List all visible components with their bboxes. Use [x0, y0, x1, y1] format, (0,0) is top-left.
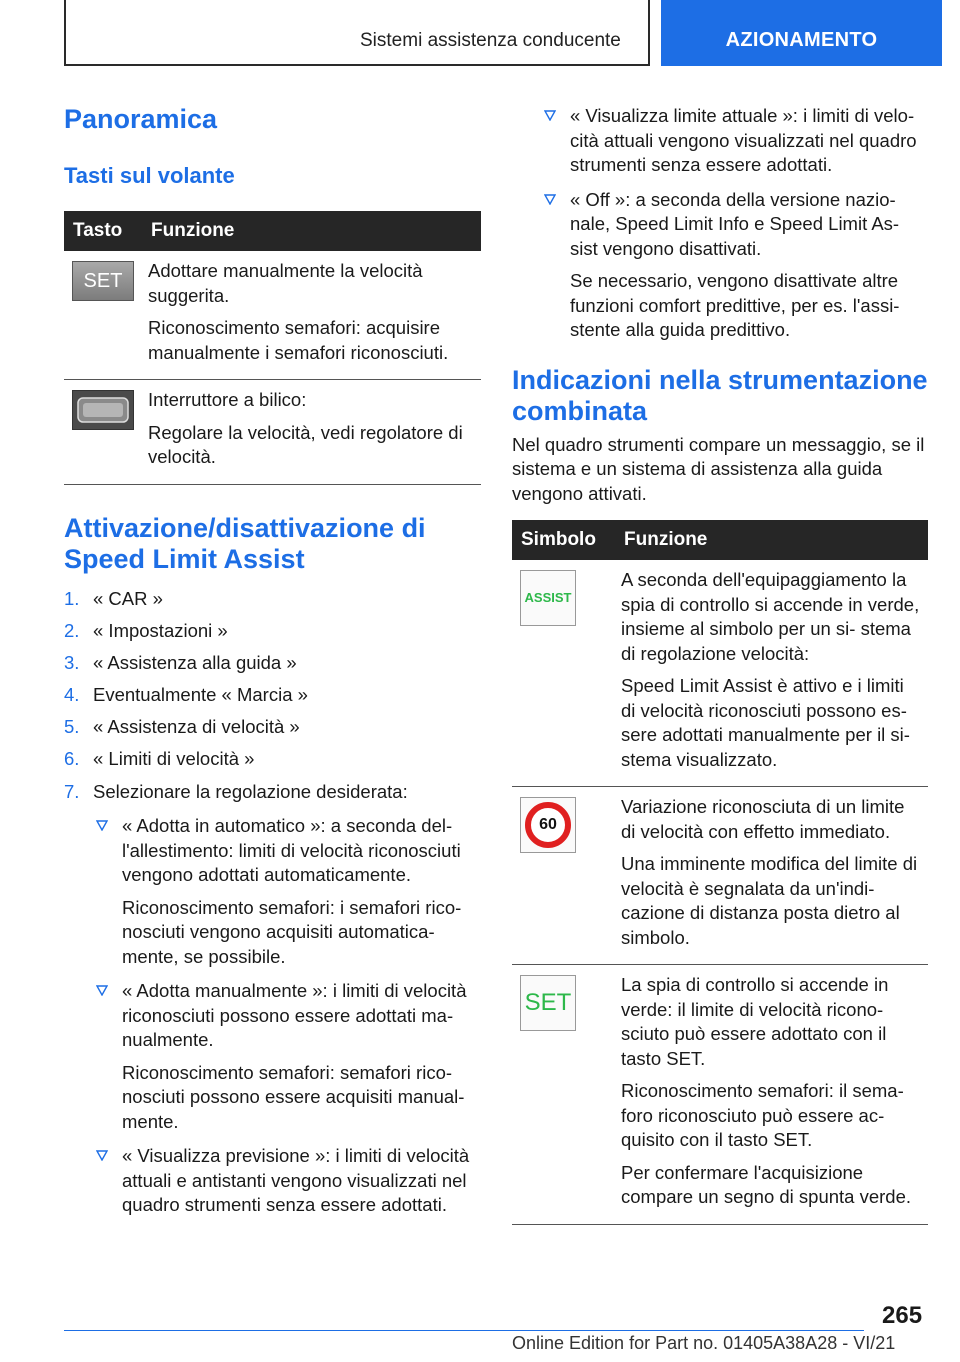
function-text: Variazione riconosciuta di un limite di velocità con effetto immediato. [621, 796, 905, 842]
option-item: « Adotta in automatico »: a seconda del- l'allestimento: limiti di velocità riconosciuti vengono adottati automaticamente. Riconoscimento semafori: i semafori rico- nosciuti vengono acquisiti automatica- mente, se possibile. [93, 814, 481, 969]
col-header-function: Funzione [142, 211, 481, 251]
section-title: Sistemi assistenza conducente [360, 30, 621, 51]
bullet-triangle-icon [96, 1149, 108, 1161]
left-column [64, 104, 481, 1228]
step-item: 6. « Limiti di velocità » [64, 748, 255, 770]
table-row [512, 965, 928, 1225]
bullet-triangle-icon [96, 819, 108, 831]
function-text: Speed Limit Assist è attivo e i limiti di velocità riconosciuti possono es- sere adottati manualmente per il si- stema visualizzato. [621, 675, 910, 770]
rocker-switch-icon [72, 390, 134, 430]
step-item: 3. « Assistenza alla guida » [64, 651, 297, 673]
right-column [512, 104, 928, 1225]
symbols-table [512, 520, 928, 1225]
option-item: « Visualizza previsione »: i limiti di velocità attuali e antistanti vengono visualizzati nel quadro strumenti senza essere adottati. [93, 1144, 481, 1218]
assist-indicator-icon: ASSIST [520, 570, 576, 626]
activation-steps [64, 587, 481, 1218]
speed-limit-60-icon: 60 [520, 797, 576, 853]
function-text: Interruttore a bilico: [148, 389, 307, 410]
step-item: 4. Eventualmente « Marcia » [64, 684, 308, 706]
function-text: Riconoscimento semafori: acquisire manualmente i semafori riconosciuti. [148, 317, 449, 363]
activation-heading: Attivazione/disattivazione di Speed Limit Assist [64, 512, 426, 574]
table-row [64, 251, 481, 380]
option-list [93, 814, 481, 1218]
bullet-triangle-icon [544, 109, 556, 121]
option-list-continued [541, 104, 928, 343]
col-header-function: Funzione [615, 520, 928, 560]
step-item: 5. « Assistenza di velocità » [64, 716, 300, 738]
edition-info: Online Edition for Part no. 01405A38A28 - VI/21 [512, 1333, 896, 1353]
step-item: 1. « CAR » [64, 587, 163, 609]
table-row [512, 560, 928, 787]
set-button-icon: SET [72, 261, 134, 301]
set-indicator-icon: SET [520, 975, 576, 1031]
function-text: La spia di controllo si accende in verde: il limite di velocità ricono- sciuto può essere adottato con il tasto SET. [621, 974, 889, 1069]
overview-heading: Panoramica [64, 104, 218, 134]
step-item: 7. Selezionare la regolazione desiderata: « Adotta in automatico »: a seconda del- l'allestimento: limiti di velocità riconosciuti vengono adottati automaticamente. Riconoscimento semafori: i semafori rico- nosciuti vengono acquisiti automatica- mente, se possibile. « Adotta manualmente »: i limiti di velocità riconosciuti possono essere adottati ma- nualmente. Riconoscimento semafori: semafori rico- nosciuti possono essere acquisiti manual- mente. « Visualizza previsione »: i limiti di velocità attuali e antistanti vengono visualizzati nel quadro strumenti senza essere adottati. [64, 780, 481, 1218]
table-row [512, 787, 928, 965]
table-row [64, 380, 481, 485]
steering-buttons-table [64, 211, 481, 485]
steering-buttons-heading: Tasti sul volante [64, 163, 235, 188]
function-text: Una imminente modifica del limite di velocità è segnalata da un'indi- cazione di distanza posta dietro al simbolo. [621, 853, 918, 948]
indications-heading: Indicazioni nella strumentazione combinata [512, 364, 928, 426]
function-text: Adottare manualmente la velocità suggerita. [148, 260, 423, 306]
step-item: 2. « Impostazioni » [64, 619, 228, 641]
col-header-button: Tasto [64, 211, 142, 251]
function-text: A seconda dell'equipaggiamento la spia di controllo si accende in verde, insieme al simbolo per un si- stema di regolazione velocità: [621, 569, 920, 664]
option-item: « Adotta manualmente »: i limiti di velocità riconosciuti possono essere adottati ma- nualmente. Riconoscimento semafori: semafori rico- nosciuti possono essere acquisiti manual- mente. [93, 979, 481, 1134]
col-header-symbol: Simbolo [512, 520, 615, 560]
bullet-triangle-icon [544, 193, 556, 205]
chapter-tab[interactable]: AZIONAMENTO [661, 0, 942, 66]
function-text: Per confermare l'acquisizione compare un segno di spunta verde. [621, 1161, 912, 1207]
indications-intro: Nel quadro strumenti compare un messaggio, se il sistema e un sistema di assistenza alla guida vengono attivati. [512, 433, 925, 504]
function-text: Riconoscimento semafori: il sema- foro riconosciuto può essere ac- quisito con il tasto SET. [621, 1080, 904, 1150]
page-number: 265 [882, 1302, 923, 1329]
option-item: « Off »: a seconda della versione nazio- nale, Speed Limit Info e Speed Limit As- sist vengono disattivati. Se necessario, vengono disattivate altre funzioni comfort predittive, per es. l'assi- stente alla guida predittivo. [541, 188, 928, 343]
bullet-triangle-icon [96, 984, 108, 996]
option-item: « Visualizza limite attuale »: i limiti di velo- cità attuali vengono visualizzati nel quadro strumenti senza essere adottati. [541, 104, 928, 178]
function-text: Regolare la velocità, vedi regolatore di velocità. [148, 421, 463, 467]
footer-divider [64, 1330, 864, 1331]
